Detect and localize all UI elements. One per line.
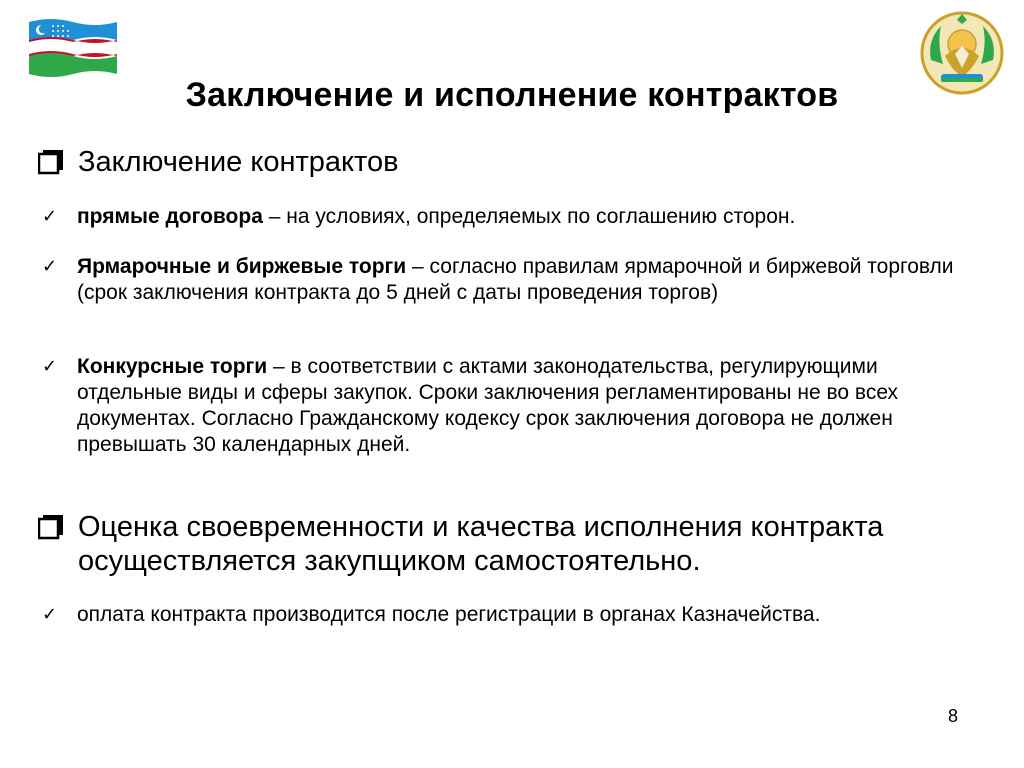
checkmark-icon: ✓ (42, 206, 58, 227)
item-term: Ярмарочные и биржевые торги (77, 255, 407, 278)
checkmark-icon: ✓ (42, 356, 58, 377)
section-heading-evaluation (38, 510, 988, 578)
page-number: 8 (948, 706, 959, 726)
checkmark-icon: ✓ (42, 604, 58, 625)
section-heading-contracts (38, 145, 399, 179)
item-description: – в соответствии с актами законодательства, регулирующими отдельные виды и сферы закупок. Сроки заключения регламентированы не во всех документах. Согласно Гражданскому кодексу срок заключения договора не должен превышать 30 календарных дней. (77, 355, 899, 456)
item-description: – на условиях, определяемых по соглашению сторон. (262, 205, 796, 228)
page-title: Заключение и исполнение контрактов (185, 76, 839, 114)
checkmark-icon: ✓ (42, 256, 58, 277)
list-item (42, 254, 972, 306)
uzbekistan-flag-icon (25, 16, 121, 78)
checkbox-square-icon (38, 148, 64, 176)
item-term: Конкурсные торги (77, 355, 268, 378)
list-item (42, 354, 972, 458)
item-description: – согласно правилам ярмарочной и биржевой торговли (срок заключения контракта до 5 дней с даты проведения торгов) (77, 255, 954, 304)
list-item (42, 204, 972, 230)
item-term: прямые договора (77, 205, 263, 228)
list-item (42, 602, 872, 628)
section-heading-text: Оценка своевременности и качества исполнения контракта осуществляется закупщиком самостоятельно. (78, 511, 884, 577)
item-description: оплата контракта производится после регистрации в органах Казначейства. (77, 603, 821, 626)
section-heading-text: Заключение контрактов (78, 146, 399, 178)
checkbox-square-icon (38, 513, 64, 541)
